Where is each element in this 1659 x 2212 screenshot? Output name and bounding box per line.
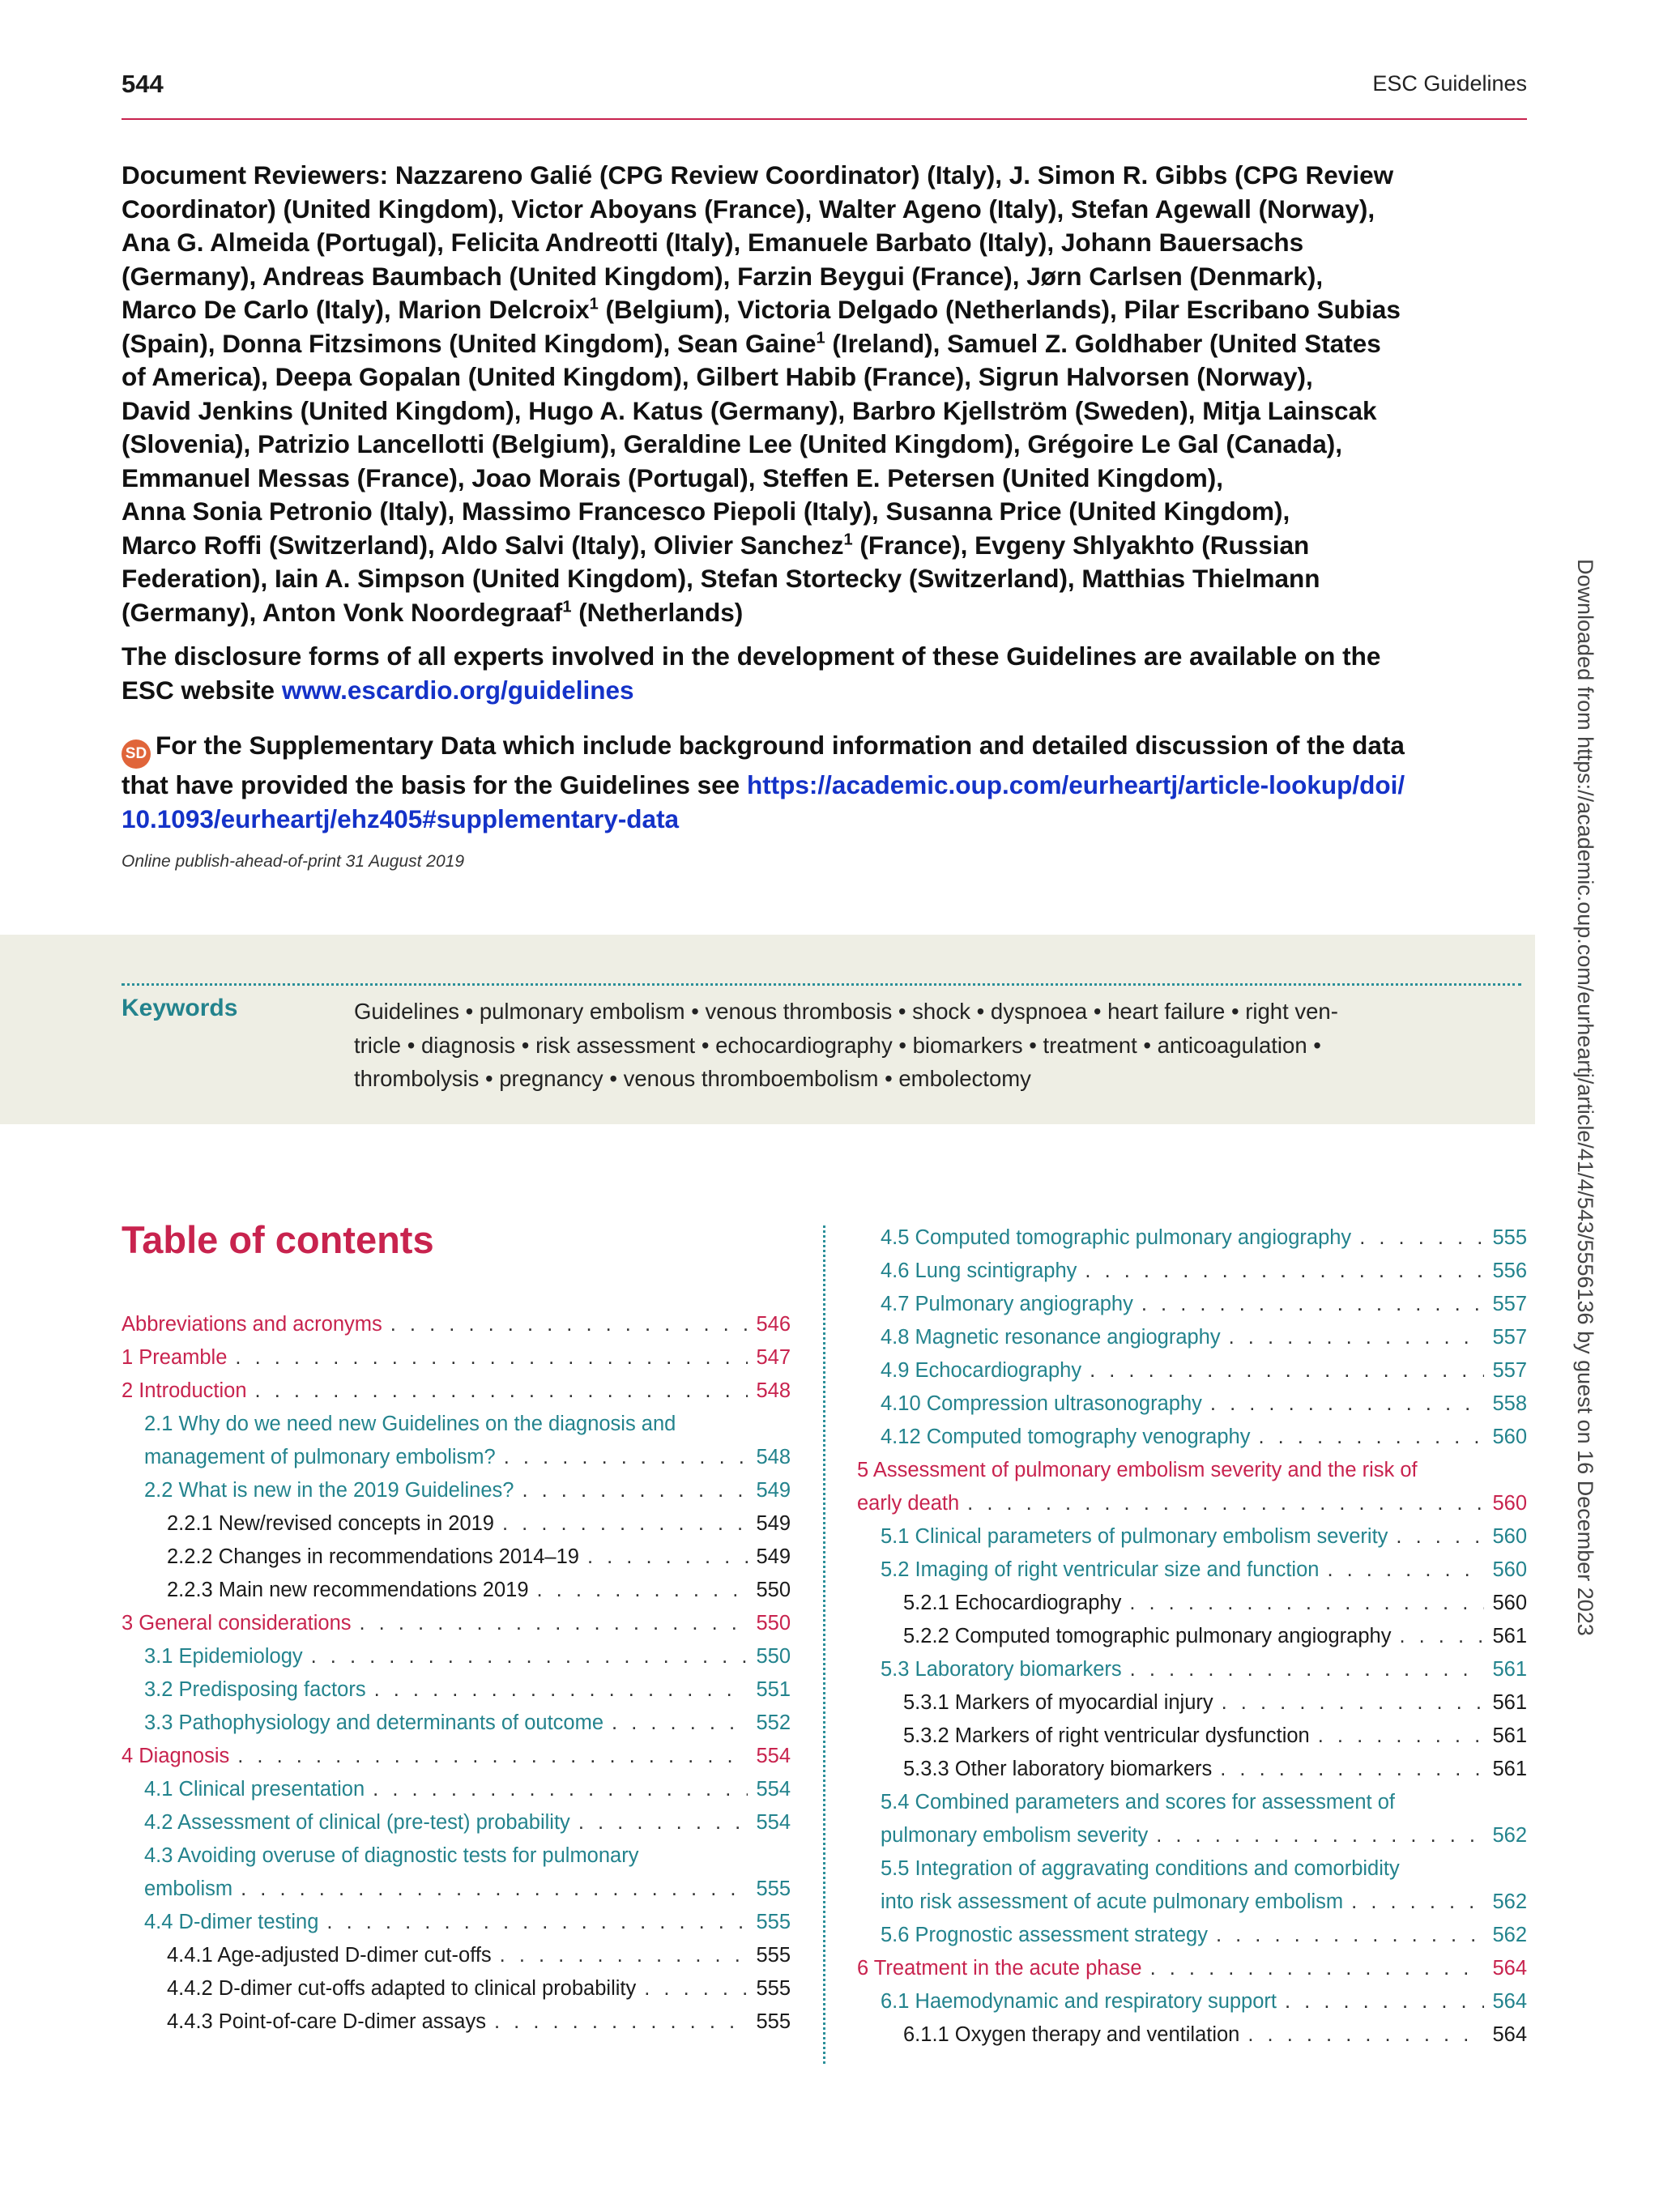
reviewers-line: Federation), Iain A. Simpson (United Kingdom), Stefan Stortecky (Switzerland), Matthias Thielmann <box>122 564 1320 593</box>
toc-entry[interactable]: 2.2 What is new in the 2019 Guidelines? . . . 549 <box>144 1478 791 1502</box>
document-reviewers <box>122 159 1531 629</box>
footnote-mark: 1 <box>816 329 825 347</box>
disclosure-line: ESC website www.escardio.org/guidelines <box>122 675 634 705</box>
reviewers-line: Marco De Carlo (Italy), Marion Delcroix$^1$ (Belgium), Victoria Delgado (Netherlands), Pilar Escribano Subias <box>122 295 1401 324</box>
keywords-list <box>354 995 1496 1096</box>
toc-entry[interactable]: 2.2.2 Changes in recommendations 2014–19 . . . 549 <box>167 1545 791 1569</box>
footnote-mark: 1 <box>562 598 572 616</box>
toc-entry[interactable]: 5.2.1 Echocardiography . . . 560 <box>903 1591 1527 1615</box>
toc-entry[interactable]: management of pulmonary embolism? . . . 548 <box>144 1445 791 1469</box>
toc-entry[interactable]: 4.2 Assessment of clinical (pre-test) probability . . . 554 <box>144 1810 791 1835</box>
toc-entry[interactable]: 5.3.1 Markers of myocardial injury . . . 561 <box>903 1690 1527 1715</box>
toc-entry[interactable]: 3.3 Pathophysiology and determinants of outcome . . . 552 <box>144 1711 791 1735</box>
toc-entry[interactable]: 2.2.3 Main new recommendations 2019 . . . 550 <box>167 1578 791 1602</box>
online-publish-date: Online publish-ahead-of-print 31 August 2019 <box>122 852 465 871</box>
reviewers-line: of America), Deepa Gopalan (United Kingdom), Gilbert Habib (France), Sigrun Halvorsen (Norway), <box>122 362 1313 391</box>
toc-entry[interactable]: 4.1 Clinical presentation . . . 554 <box>144 1777 791 1801</box>
toc-entry[interactable]: 5.6 Prognostic assessment strategy . . . 562 <box>881 1923 1527 1947</box>
header-divider <box>122 118 1527 120</box>
toc-entry[interactable]: 3 General considerations . . . 550 <box>122 1611 791 1635</box>
toc-entry[interactable]: 4.10 Compression ultrasonography . . . 558 <box>881 1392 1527 1416</box>
toc-entry[interactable]: 4.4.3 Point-of-care D-dimer assays . . . 555 <box>167 2010 791 2034</box>
supplementary-data-note <box>122 729 1531 836</box>
toc-entry[interactable]: 4.7 Pulmonary angiography . . . 557 <box>881 1292 1527 1316</box>
supp-line <box>122 803 1531 837</box>
reviewers-line: Ana G. Almeida (Portugal), Felicita Andreotti (Italy), Emanuele Barbato (Italy), Johann Bauersachs <box>122 228 1304 257</box>
reviewers-line: Anna Sonia Petronio (Italy), Massimo Francesco Piepoli (Italy), Susanna Price (United Kingdom), <box>122 497 1290 526</box>
toc-entry-text[interactable]: 5 Assessment of pulmonary embolism severity and the risk of <box>857 1459 1418 1481</box>
toc-entry[interactable]: 4.9 Echocardiography . . . 557 <box>881 1358 1527 1383</box>
toc-entry[interactable]: embolism . . . 555 <box>144 1877 791 1901</box>
keywords-line: thrombolysis • pregnancy • venous thromboembolism • embolectomy <box>354 1066 1031 1091</box>
toc-title: Table of contents <box>122 1218 434 1261</box>
toc-entry[interactable]: 5.2 Imaging of right ventricular size and function . . . 560 <box>881 1558 1527 1582</box>
page-number: 544 <box>122 70 164 98</box>
toc-entry[interactable]: 3.1 Epidemiology . . . 550 <box>144 1644 791 1669</box>
toc-entry[interactable]: pulmonary embolism severity . . . 562 <box>881 1823 1527 1848</box>
toc-entry[interactable]: 3.2 Predisposing factors . . . 551 <box>144 1677 791 1702</box>
reviewers-line: (Slovenia), Patrizio Lancellotti (Belgium), Geraldine Lee (United Kingdom), Grégoire Le Gal (Canada), <box>122 429 1342 458</box>
keywords-dotted-rule <box>122 983 1521 986</box>
toc-entry-text[interactable]: 5.4 Combined parameters and scores for assessment of <box>881 1791 1395 1813</box>
supplementary-link[interactable]: https://academic.oup.com/eurheartj/article-lookup/doi/ <box>746 770 1405 799</box>
footnote-mark: 1 <box>589 295 599 313</box>
supplementary-data-icon: SD <box>122 739 151 769</box>
toc-entry[interactable]: 6.1 Haemodynamic and respiratory support . . . 564 <box>881 1989 1527 2014</box>
reviewers-line: Document Reviewers: Nazzareno Galié (CPG Review Coordinator) (Italy), J. Simon R. Gibbs (CPG Review <box>122 160 1394 190</box>
toc-entry[interactable]: early death . . . 560 <box>857 1491 1527 1515</box>
toc-entry[interactable]: 6 Treatment in the acute phase . . . 564 <box>857 1956 1527 1980</box>
reviewers-line: (Germany), Anton Vonk Noordegraaf$^1$ (Netherlands) <box>122 597 744 627</box>
toc-entry[interactable]: into risk assessment of acute pulmonary embolism . . . 562 <box>881 1890 1527 1914</box>
reviewers-line: David Jenkins (United Kingdom), Hugo A. Katus (Germany), Barbro Kjellström (Sweden), Mitja Lainscak <box>122 395 1377 425</box>
toc-entry[interactable]: 5.2.2 Computed tomographic pulmonary angiography . . . 561 <box>903 1624 1527 1648</box>
disclosure-statement <box>122 640 1531 707</box>
toc-entry[interactable]: 5.3.3 Other laboratory biomarkers . . . 561 <box>903 1757 1527 1781</box>
toc-entry[interactable]: 4.4.2 D-dimer cut-offs adapted to clinical probability . . . 555 <box>167 1976 791 2001</box>
keywords-line: tricle • diagnosis • risk assessment • echocardiography • biomarkers • treatment • anticoagulation • <box>354 1032 1321 1058</box>
toc-entry-text[interactable]: 2.1 Why do we need new Guidelines on the diagnosis and <box>144 1413 676 1435</box>
toc-entry[interactable]: 4 Diagnosis . . . 554 <box>122 1744 791 1768</box>
supplementary-link-cont[interactable]: 10.1093/eurheartj/ehz405#supplementary-data <box>122 803 680 833</box>
supp-line: that have provided the basis for the Guidelines see https://academic.oup.com/eurheartj/article-lookup/doi/ <box>122 770 1405 799</box>
toc-entry[interactable]: 4.6 Lung scintigraphy . . . 556 <box>881 1259 1527 1283</box>
toc-entry-text[interactable]: 5.5 Integration of aggravating conditions and comorbidity <box>881 1857 1400 1880</box>
keywords-line: Guidelines • pulmonary embolism • venous thrombosis • shock • dyspnoea • heart failure • right ven- <box>354 999 1338 1024</box>
reviewers-line: Emmanuel Messas (France), Joao Morais (Portugal), Steffen E. Petersen (United Kingdom), <box>122 462 1224 492</box>
toc-entry[interactable]: 5.3 Laboratory biomarkers . . . 561 <box>881 1657 1527 1681</box>
supp-line: SD For the Supplementary Data which include background information and detailed discussion of the data <box>122 729 1531 769</box>
reviewers-line: (Germany), Andreas Baumbach (United Kingdom), Farzin Beygui (France), Jørn Carlsen (Denmark), <box>122 261 1324 291</box>
toc-entry[interactable]: 4.5 Computed tomographic pulmonary angiography . . . 555 <box>881 1225 1527 1250</box>
download-watermark: Downloaded from https://academic.oup.com/eurheartj/article/41/4/543/5556136 by guest on 16 December 2023 <box>1573 559 1597 1636</box>
toc-entry[interactable]: 4.4 D-dimer testing . . . 555 <box>144 1910 791 1934</box>
footnote-mark: 1 <box>843 531 853 548</box>
disclosure-line: The disclosure forms of all experts involved in the development of these Guidelines are available on the <box>122 641 1381 671</box>
toc-entry[interactable]: 6.1.1 Oxygen therapy and ventilation . . . 564 <box>903 2022 1527 2047</box>
escardio-link[interactable]: www.escardio.org/guidelines <box>281 675 634 705</box>
column-divider <box>823 1225 825 2064</box>
toc-entry[interactable]: 1 Preamble . . . 547 <box>122 1345 791 1370</box>
keywords-heading: Keywords <box>122 995 238 1021</box>
reviewers-line: Marco Roffi (Switzerland), Aldo Salvi (Italy), Olivier Sanchez$^1$ (France), Evgeny Shlyakhto (Russian <box>122 530 1310 560</box>
toc-entry[interactable]: 4.8 Magnetic resonance angiography . . . 557 <box>881 1325 1527 1349</box>
toc-entry[interactable]: 2 Introduction . . . 548 <box>122 1379 791 1403</box>
reviewers-line: (Spain), Donna Fitzsimons (United Kingdom), Sean Gaine$^1$ (Ireland), Samuel Z. Goldhaber (United States <box>122 328 1381 358</box>
running-header: ESC Guidelines <box>1372 71 1527 96</box>
toc-entry[interactable]: Abbreviations and acronyms . . . 546 <box>122 1312 791 1336</box>
toc-entry[interactable]: 5.3.2 Markers of right ventricular dysfunction . . . 561 <box>903 1724 1527 1748</box>
reviewers-line: Coordinator) (United Kingdom), Victor Aboyans (France), Walter Ageno (Italy), Stefan Agewall (Norway), <box>122 194 1375 224</box>
toc-entry-text[interactable]: 4.3 Avoiding overuse of diagnostic tests for pulmonary <box>144 1844 639 1867</box>
toc-entry[interactable]: 4.12 Computed tomography venography . . . 560 <box>881 1425 1527 1449</box>
toc-entry[interactable]: 5.1 Clinical parameters of pulmonary embolism severity . . . 560 <box>881 1524 1527 1549</box>
toc-entry[interactable]: 4.4.1 Age-adjusted D-dimer cut-offs . . . 555 <box>167 1943 791 1967</box>
toc-entry[interactable]: 2.2.1 New/revised concepts in 2019 . . . 549 <box>167 1511 791 1536</box>
